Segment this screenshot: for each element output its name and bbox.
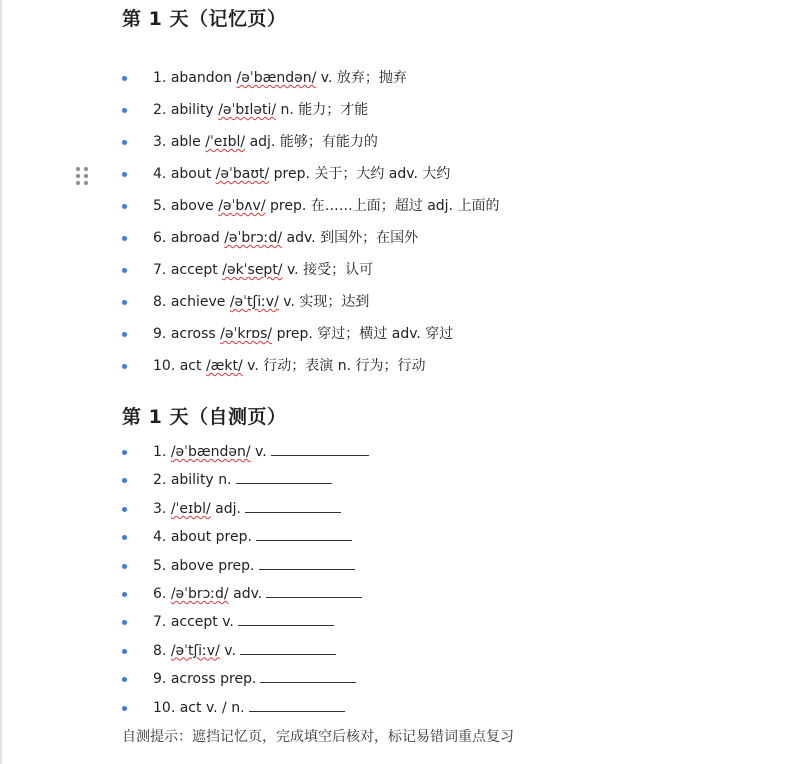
prompt: above	[170, 557, 214, 574]
definition: adv. 到国外；在国外	[286, 230, 419, 246]
bullet-icon	[122, 108, 127, 113]
bullet-icon	[122, 677, 127, 682]
answer-blank[interactable]	[249, 696, 345, 712]
prompt: ability	[170, 472, 214, 489]
definition: adj. 能够；有能力的	[249, 134, 378, 150]
answer-blank[interactable]	[240, 639, 336, 655]
part-of-speech: prep.	[215, 529, 252, 546]
prompt: across	[170, 671, 216, 688]
bullet-icon	[122, 76, 127, 81]
answer-blank[interactable]	[260, 667, 356, 683]
bullet-icon	[122, 649, 127, 654]
answer-blank[interactable]	[271, 440, 369, 456]
phonetic: /əˈbrɔːd/	[224, 230, 283, 246]
bullet-icon	[122, 535, 127, 540]
bullet-icon	[122, 332, 127, 337]
definition: v. 放弃；抛弃	[320, 70, 407, 86]
memory-page-heading[interactable]: 第 1 天（记忆页）	[122, 8, 287, 30]
phonetic: /əˈbʌv/	[218, 198, 266, 214]
bullet-icon	[122, 204, 127, 209]
answer-blank[interactable]	[259, 554, 355, 570]
bullet-icon	[122, 300, 127, 305]
definition: v. 行动；表演 n. 行为；行动	[247, 358, 426, 374]
definition: v. 接受；认可	[286, 262, 374, 278]
part-of-speech: v.	[224, 642, 236, 659]
word: abroad	[170, 230, 220, 246]
phonetic: /əˈbaʊt/	[215, 166, 270, 182]
definition: v. 实现；达到	[283, 294, 370, 310]
bullet-icon	[122, 364, 127, 369]
prompt: act	[179, 699, 202, 716]
phonetic: /əkˈsept/	[222, 262, 283, 278]
phonetic: /ˈeɪbl/	[205, 134, 246, 150]
definition: n. 能力；才能	[280, 102, 369, 118]
bullet-icon	[122, 236, 127, 241]
answer-blank[interactable]	[245, 497, 341, 513]
definition: prep. 穿过；横过 adv. 穿过	[276, 326, 454, 342]
prompt: accept	[170, 614, 218, 631]
part-of-speech: v. / n.	[205, 699, 245, 716]
phonetic: /ækt/	[205, 358, 243, 374]
word: about	[170, 166, 212, 182]
page-edge	[0, 0, 2, 764]
answer-blank[interactable]	[238, 610, 334, 626]
prompt: /əˈbændən/	[170, 444, 251, 460]
self-test-hint[interactable]: 自测提示：遮挡记忆页，完成填空后核对，标记易错词重点复习	[122, 729, 514, 745]
bullet-icon	[122, 620, 127, 625]
bullet-icon	[122, 268, 127, 273]
word: above	[170, 198, 214, 214]
bullet-icon	[122, 478, 127, 483]
part-of-speech: adv.	[233, 585, 263, 602]
phonetic: /əˈkrɒs/	[220, 326, 273, 342]
part-of-speech: v.	[222, 614, 234, 631]
bullet-icon	[122, 564, 127, 569]
bullet-icon	[122, 706, 127, 711]
part-of-speech: prep.	[218, 557, 255, 574]
answer-blank[interactable]	[236, 468, 332, 484]
phonetic: /əˈbændən/	[236, 70, 317, 86]
prompt: /əˈtʃiːv/	[170, 642, 220, 659]
part-of-speech: n.	[218, 472, 232, 489]
bullet-icon	[122, 592, 127, 597]
word: abandon	[170, 70, 233, 86]
part-of-speech: v.	[255, 444, 267, 460]
word: able	[170, 134, 201, 150]
part-of-speech: prep.	[220, 671, 257, 688]
prompt: /əˈbrɔːd/	[170, 585, 229, 602]
phonetic: /əˈbɪləti/	[218, 102, 277, 118]
definition: prep. 在……上面；超过 adj. 上面的	[270, 198, 500, 214]
word: ability	[170, 102, 214, 118]
answer-blank[interactable]	[256, 525, 352, 541]
definition: prep. 关于；大约 adv. 大约	[273, 166, 451, 182]
bullet-icon	[122, 507, 127, 512]
word: across	[170, 326, 216, 342]
bullet-icon	[122, 172, 127, 177]
drag-handle-icon[interactable]	[76, 167, 88, 185]
bullet-icon	[122, 140, 127, 145]
phonetic: /əˈtʃiːv/	[229, 294, 279, 310]
word: achieve	[170, 294, 226, 310]
answer-blank[interactable]	[266, 582, 362, 598]
word: act	[179, 358, 202, 374]
prompt: /ˈeɪbl/	[170, 500, 211, 517]
prompt: about	[170, 529, 212, 546]
part-of-speech: adj.	[215, 500, 241, 517]
word: accept	[170, 262, 218, 278]
test-page-heading[interactable]: 第 1 天（自测页）	[122, 406, 287, 428]
bullet-icon	[122, 450, 127, 455]
